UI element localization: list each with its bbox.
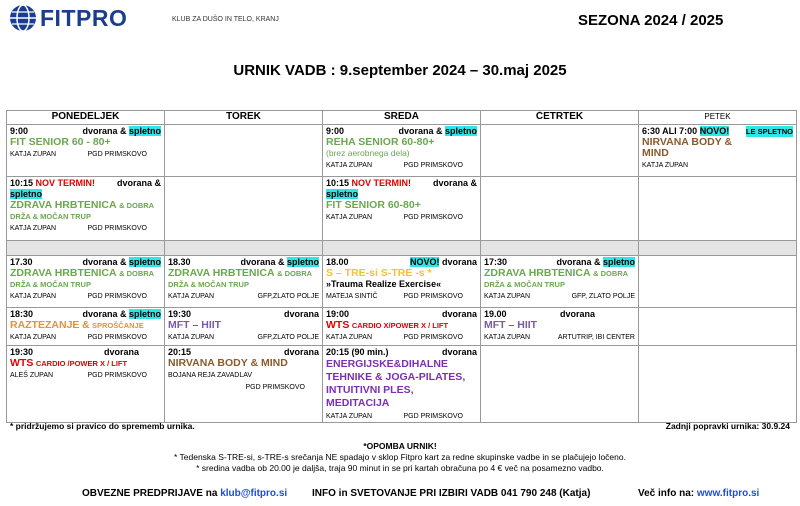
session-cell: 20:15 dvorana NIRVANA BODY & MIND BOJANA REJA ZAVADLAV PGD PRIMSKOVO: [165, 346, 323, 423]
session-cell: 10:15 NOV TERMIN! dvorana & spletno FIT SENIOR 60-80+ KATJA ZUPAN PGD PRIMSKOVO: [323, 177, 481, 241]
note-line-2: * sredina vadba ob 20.00 je daljša, traja 90 minut in se pri kartah obračuna po 4 € več na posamezno vadbo.: [196, 463, 604, 473]
day-friday: PETEK: [639, 111, 797, 125]
table-row: [7, 308, 797, 346]
website-link[interactable]: www.fitpro.si: [696, 488, 760, 499]
session-cell: 19:30 dvorana MFT – HIIT KATJA ZUPAN GFP,ZLATO POLJE: [165, 308, 323, 346]
page-header: [0, 0, 800, 40]
mandatory-registration: OBVEZNE PREDPRIJAVE na klub@fitpro.si: [82, 488, 288, 499]
session-cell: 6:30 ALI 7:00 NOVO! LE SPLETNO NIRVANA BODY & MIND KATJA ZUPAN: [639, 125, 797, 177]
empty-cell: [639, 256, 797, 308]
session-cell: 18.00 NOVO! dvorana S – TRE-si S-TRE -s * »Trauma Realize Exercise« MATEJA SINTIČ PGD PRIMSKOVO: [323, 256, 481, 308]
day-monday: PONEDELJEK: [7, 111, 165, 125]
table-row: [7, 346, 797, 423]
session-cell: 19:30 dvorana WTS CARDIO /POWER X / LIFT ALEŠ ZUPAN PGD PRIMSKOVO: [7, 346, 165, 423]
session-cell: 17.30 dvorana & spletno ZDRAVA HRBTENICA & DOBRA DRŽA & MOČAN TRUP KATJA ZUPAN PGD PRIMSKOVO: [7, 256, 165, 308]
empty-cell: [639, 177, 797, 241]
session-cell: 19:00 dvorana WTS CARDIO X/POWER X / LIFT KATJA ZUPAN PGD PRIMSKOVO: [323, 308, 481, 346]
empty-cell: [481, 177, 639, 241]
session-cell: 18:30 dvorana & spletno RAZTEZANJE & SPROŠČANJE KATJA ZUPAN PGD PRIMSKOVO: [7, 308, 165, 346]
empty-cell: [639, 308, 797, 346]
session-cell: 18.30 dvorana & spletno ZDRAVA HRBTENICA & DOBRA DRŽA & MOČAN TRUP KATJA ZUPAN GFP,ZLATO POLJE: [165, 256, 323, 308]
globe-icon: [8, 3, 38, 33]
session-cell: 9:00 dvorana & spletno FIT SENIOR 60 - 80+ KATJA ZUPAN PGD PRIMSKOVO: [7, 125, 165, 177]
fitpro-logo: [8, 3, 127, 33]
empty-cell: [639, 346, 797, 423]
note-line-1: * Tedenska S-TRE-si, s-TRE-s srečanja NE spadajo v sklop Fitpro kart za redne skupinske vadbe in se plačujejo ločeno.: [174, 452, 626, 462]
table-row: [7, 256, 797, 308]
session-cell: 20:15 (90 min.) dvorana ENERGIJSKE&DIHALNE TEHNIKE & JOGA-PILATES, INTUITIVNI PLES, MEDITACIJA KATJA ZUPAN PGD PRIMSKOVO: [323, 346, 481, 423]
email-link[interactable]: klub@fitpro.si: [220, 488, 288, 499]
club-subtitle: KLUB ZA DUŠO IN TELO, KRANJ: [172, 16, 279, 23]
empty-cell: [165, 125, 323, 177]
session-cell: 17:30 dvorana & spletno ZDRAVA HRBTENICA & DOBRA DRŽA & MOČAN TRUP KATJA ZUPAN GFP, ZLATO POLJE: [481, 256, 639, 308]
session-cell: 19.00 dvorana MFT – HIIT KATJA ZUPAN ARTUTRIP, IBI CENTER: [481, 308, 639, 346]
day-tuesday: TOREK: [165, 111, 323, 125]
table-row: [7, 177, 797, 241]
info-phone: INFO in SVETOVANJE PRI IZBIRI VADB 041 790 248 (Katja): [312, 488, 591, 499]
day-wednesday: SREDA: [323, 111, 481, 125]
logo-text: FITPRO: [40, 4, 128, 31]
empty-cell: [481, 346, 639, 423]
session-cell: 9:00 dvorana & spletno REHA SENIOR 60-80+ (brez aerobnega dela) KATJA ZUPAN PGD PRIMSKOVO: [323, 125, 481, 177]
schedule-table: [6, 110, 797, 423]
last-update-note: Zadnji popravki urnika: 30.9.24: [665, 421, 790, 431]
empty-cell: [165, 177, 323, 241]
schedule-title: URNIK VADB : 9.september 2024 – 30.maj 2025: [233, 62, 567, 79]
separator-row: [7, 241, 797, 256]
day-thursday: ČETRTEK: [481, 111, 639, 125]
website-info: Več info na: www.fitpro.si: [638, 488, 760, 499]
table-row: [7, 125, 797, 177]
empty-cell: [481, 125, 639, 177]
season-label: SEZONA 2024 / 2025: [578, 12, 724, 29]
schedule-change-disclaimer: * pridržujemo si pravico do sprememb urnika.: [10, 421, 195, 431]
note-heading: *OPOMBA URNIK!: [363, 441, 437, 451]
day-header-row: [7, 111, 797, 125]
session-cell: 10:15 NOV TERMIN! dvorana & spletno ZDRAVA HRBTENICA & DOBRA DRŽA & MOČAN TRUP KATJA ZUPAN PGD PRIMSKOVO: [7, 177, 165, 241]
